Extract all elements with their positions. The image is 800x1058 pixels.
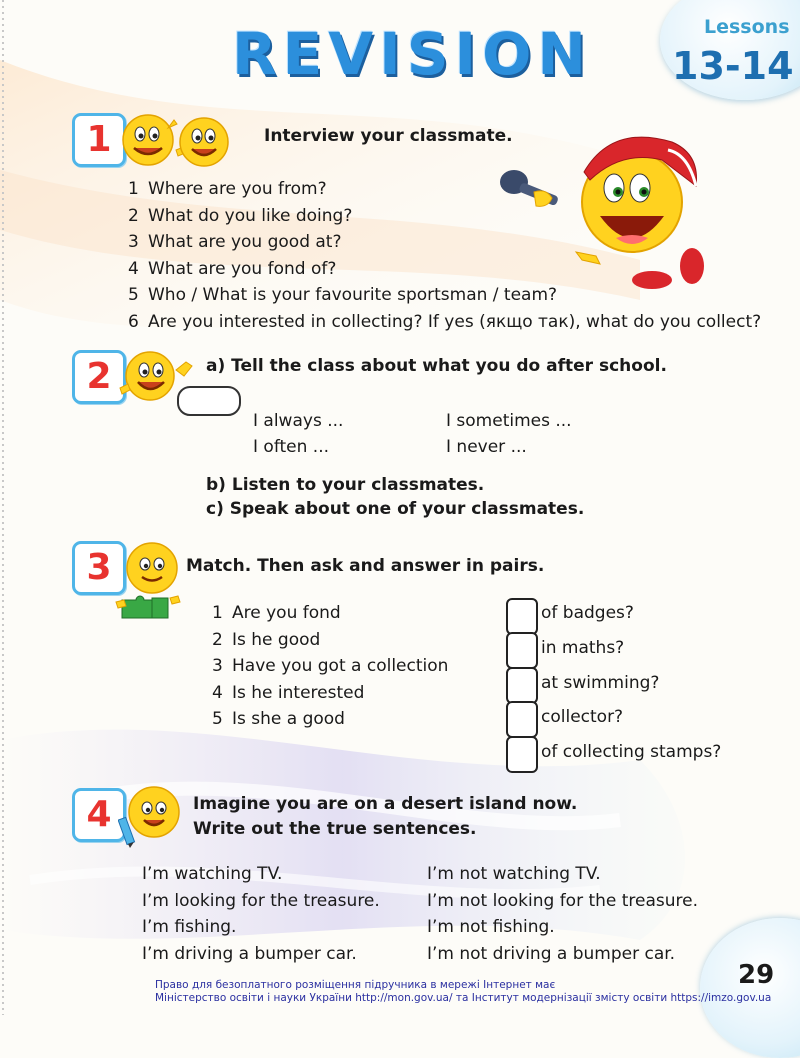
match-ending: in maths? <box>541 638 625 658</box>
match-ending: of collecting stamps? <box>541 742 722 762</box>
exercise-4-number: 4 <box>72 788 126 842</box>
microphone-icon <box>500 170 559 206</box>
answer-box[interactable] <box>506 598 538 635</box>
exercise-1-instruction: Interview your classmate. <box>264 126 513 146</box>
exercise-4-instruction-line2: Write out the true sentences. <box>193 819 477 839</box>
page-title: REVISION <box>232 20 592 88</box>
phrase-text: I never ... <box>446 437 527 457</box>
exercise-2-part-b: b) Listen to your classmates. <box>206 475 485 495</box>
exercise-3-instruction: Match. Then ask and answer in pairs. <box>186 556 545 576</box>
exercise-1-number: 1 <box>72 113 126 167</box>
sentence: I’m not fishing. <box>427 917 555 938</box>
match-ending: of badges? <box>541 603 634 623</box>
list-item: 1 Where are you from? <box>128 179 327 199</box>
exercise-3-number: 3 <box>72 541 126 595</box>
list-item: 2 Is he good <box>212 629 321 650</box>
smiley-icon <box>112 540 184 622</box>
exercise-4-left-column <box>142 861 380 967</box>
sentence: I’m not watching TV. <box>427 864 601 884</box>
sentence: I’m not looking for the treasure. <box>427 890 699 911</box>
list-item: 6 Are you interested in collecting? If yes (якщо так), what do you collect? <box>128 311 762 332</box>
answer-box[interactable] <box>506 667 538 704</box>
exercise-4-instruction-line1: Imagine you are on a desert island now. <box>193 794 578 814</box>
phrase-text: I always ... <box>253 411 344 431</box>
answer-box[interactable] <box>506 632 538 669</box>
list-item: 3 Have you got a collection <box>212 656 449 677</box>
speech-bubble-icon <box>177 386 241 416</box>
lessons-label: Lessons <box>704 16 790 38</box>
match-ending: collector? <box>541 707 624 727</box>
copyright-line-1: Право для безоплатного розміщення підручника в мережі Інтернет має <box>155 979 556 991</box>
phrase-text: I sometimes ... <box>446 411 572 431</box>
exercise-2-number: 2 <box>72 350 126 404</box>
list-item: 3 What are you good at? <box>128 232 342 253</box>
answer-box[interactable] <box>506 701 538 738</box>
list-item: 2 What do you like doing? <box>128 205 353 226</box>
match-ending: at swimming? <box>541 673 660 693</box>
sentence: I’m driving a bumper car. <box>142 943 357 964</box>
sentence: I’m fishing. <box>142 917 237 938</box>
list-item: 4 What are you fond of? <box>128 258 337 279</box>
copyright-notice <box>155 979 771 1005</box>
copyright-line-2: Міністерство освіти і науки України http://mon.gov.ua/ та Інститут модернізації змісту освіти https://imzo.gov.ua <box>155 992 772 1004</box>
sentence: I’m not driving a bumper car. <box>427 943 676 964</box>
exercise-4-right-column <box>427 861 698 967</box>
list-item: 4 Is he interested <box>212 682 365 703</box>
puzzle-icon <box>116 596 180 618</box>
smiley-icon <box>120 110 180 168</box>
smiley-icon <box>118 782 184 848</box>
answer-box[interactable] <box>506 736 538 773</box>
exercise-3-left-column <box>212 600 448 733</box>
page-number: 29 <box>738 960 775 990</box>
exercise-2-part-a: a) Tell the class about what you do after school. <box>206 356 667 376</box>
reporter-smiley-illustration <box>492 120 712 304</box>
list-item: 5 Who / What is your favourite sportsman / team? <box>128 285 558 306</box>
phrase-text: I often ... <box>253 437 330 457</box>
list-item: 5 Is she a good <box>212 709 345 730</box>
lessons-range: 13-14 <box>672 44 794 88</box>
sentence: I’m watching TV. <box>142 864 283 884</box>
smiley-icon <box>172 114 232 170</box>
sentence: I’m looking for the treasure. <box>142 890 380 911</box>
list-item: 1 Are you fond <box>212 603 341 623</box>
exercise-2-part-c: c) Speak about one of your classmates. <box>206 499 585 519</box>
